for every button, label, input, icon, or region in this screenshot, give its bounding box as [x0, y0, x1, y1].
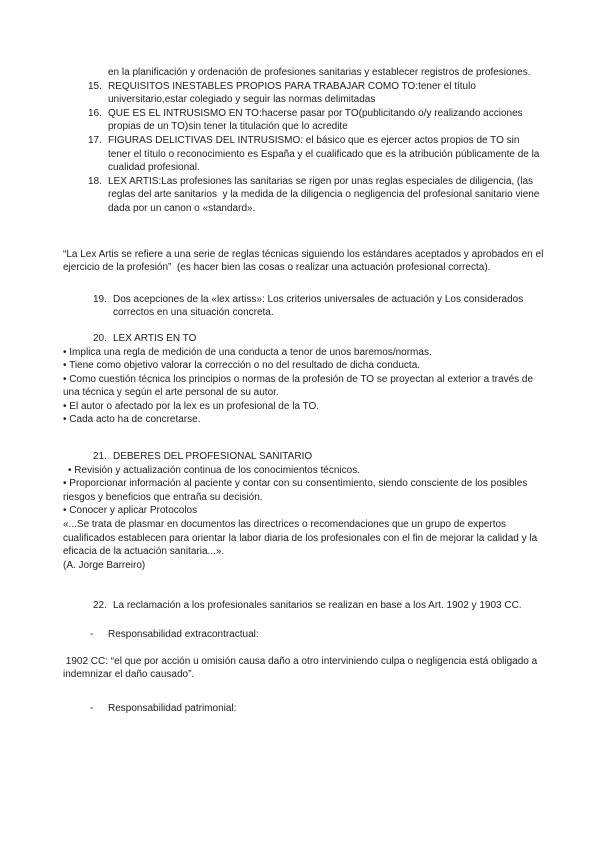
bullet-item: • Como cuestión técnica los principios o normas de la profesión de TO se proyectan al exterior a través de una técnica y según el arte personal de su autor. — [63, 373, 536, 399]
list-number: 17. — [88, 134, 102, 146]
list-number: 21. — [93, 451, 107, 463]
list-item-text: La reclamación a los profesionales sanitarios se realizan en base a los Art. 1902 y 1903 CC. — [113, 600, 522, 612]
list-item-text: Dos acepciones de la «lex artiss»: Los criterios universales de actuación y Los considerados correctos en una situación concreta. — [113, 293, 527, 319]
list-number: 20. — [93, 332, 107, 344]
list-item-text: QUE ES EL INTRUSISMO EN TO:hacerse pasar por TO(publicitando o/y realizando acciones propias de un TO)sin tener la titulación que lo acredite — [108, 107, 526, 133]
list-item-22 — [93, 599, 545, 613]
bullet-item: • Tiene como objetivo valorar la corrección o no del resultado de dicha conducta. — [63, 360, 421, 372]
list-item-text: LEX ARTIS EN TO — [113, 332, 197, 344]
list-item-16 — [88, 107, 545, 134]
list-number: 22. — [93, 600, 107, 612]
list-item-text: FIGURAS DELICTIVAS DEL INTRUSISMO: el básico que es ejercer actos propios de TO sin tener el título o reconocimiento es España y el cualificado que es la atribución públicamente de la cualidad profesional. — [108, 134, 543, 174]
bullet-item: • Conocer y aplicar Protocolos — [63, 505, 198, 517]
list-item-text: LEX ARTIS:Las profesiones las sanitarias se rigen por unas reglas especiales de diligencia, (las reglas del arte sanitarios y la medida de la diligencia o negligencia del profesional sanitario viene dada por un canon o «standard». — [108, 175, 543, 214]
list-number: 19. — [93, 293, 107, 305]
bullet-item: • Proporcionar información al paciente y contar con su consentimiento, siendo consciente de los posibles riesgos y beneficios que entraña su decisión. — [63, 478, 531, 503]
list-number: 18. — [88, 175, 102, 187]
list-item-text: DEBERES DEL PROFESIONAL SANITARIO — [113, 451, 313, 463]
attribution-line: (A. Jorge Barreiro) — [63, 559, 146, 571]
list-item-17 — [88, 134, 545, 175]
dash-item-patrimonial — [90, 702, 545, 716]
dash-item-text: Responsabilidad patrimonial: — [108, 702, 237, 714]
list-item-21-heading — [93, 450, 545, 464]
dash-item-text: Responsabilidad extracontractual: — [108, 629, 259, 640]
list-item-18 — [88, 175, 545, 216]
dash-marker: - — [90, 702, 94, 714]
list-item-text: REQUISITOS INESTABLES PROPIOS PARA TRABAJAR COMO TO:tener el título universitario,estar colegiado y seguir las normas delimitadas — [108, 80, 479, 106]
list-number: 15. — [88, 80, 102, 92]
bullet-item: • El autor o afectado por la lex es un profesional de la TO. — [63, 400, 320, 412]
continuation-paragraph: en la planificación y ordenación de profesiones sanitarias y establecer registros de profesiones. — [108, 67, 531, 78]
list-item-19 — [93, 293, 545, 320]
list-item-15 — [88, 80, 545, 107]
bullet-item: • Implica una regla de medición de una conducta a tenor de unos baremos/normas. — [63, 346, 432, 358]
list-number: 16. — [88, 107, 102, 119]
lex-artis-quote-paragraph: “La Lex Artis se refiere a una serie de reglas técnicas siguiendo los estándares aceptados y aprobados en el ejercicio de la profesión” (es hacer bien las cosas o realizar una actuación profesional correcta). — [63, 248, 547, 274]
bullet-item: • Revisión y actualización continua de los conocimientos técnicos. — [68, 464, 360, 476]
list-item-20-heading — [93, 332, 545, 346]
dash-item-extracontractual — [90, 628, 545, 642]
protocols-quote-paragraph: «...Se trata de plasmar en documentos las directrices o recomendaciones que un grupo de expertos cualificados establecen para orientar la labor diaria de los profesionales con el fin de mejorar la calidad y la eficacia de la actuación sanitaria...». — [63, 519, 540, 558]
bullet-item: • Cada acto ha de concretarse. — [63, 414, 201, 426]
dash-marker: - — [90, 629, 94, 640]
article-1902-paragraph: 1902 CC: “el que por acción u omisión causa daño a otro interviniendo culpa o negligencia está obligado a indemnizar el daño causado”. — [63, 655, 540, 681]
